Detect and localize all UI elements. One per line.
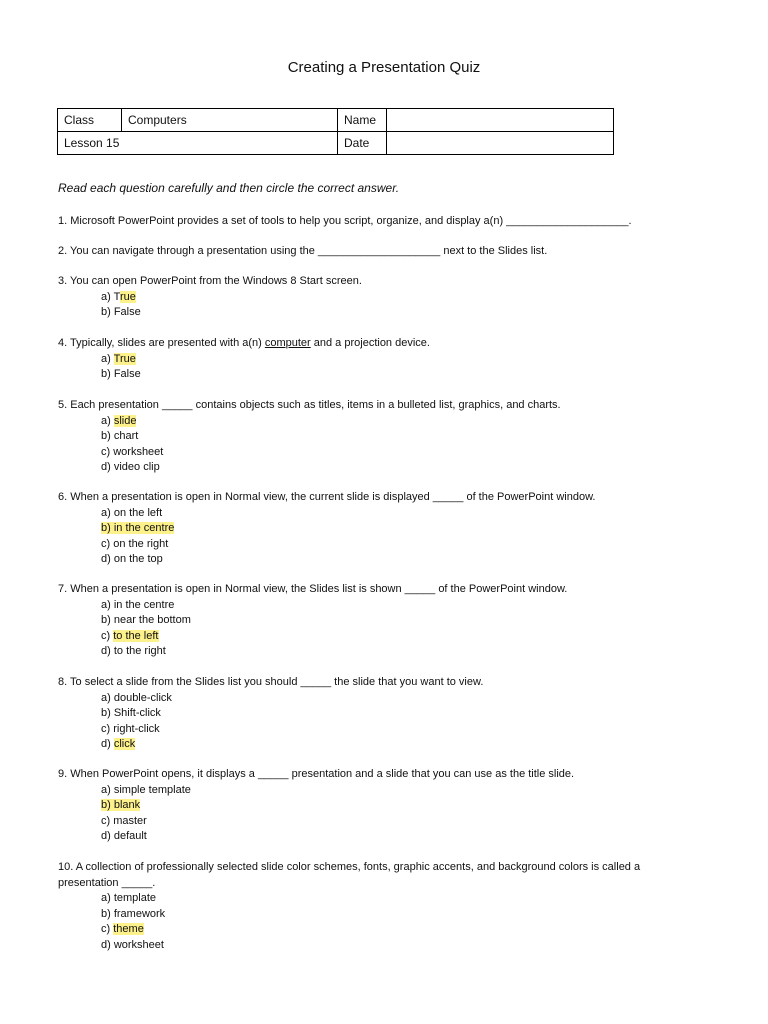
option-label: c)	[101, 923, 114, 935]
info-row-2	[58, 132, 614, 155]
lesson-label: Lesson 15	[58, 132, 338, 155]
question-text: 9. When PowerPoint opens, it displays a _____ presentation and a slide that you can use as the title slide.	[58, 768, 575, 780]
option-b[interactable]: b) False	[101, 306, 141, 318]
option-b[interactable]: b) near the bottom	[101, 614, 191, 626]
answer-highlight: to the left	[113, 629, 159, 642]
option-c[interactable]: c) worksheet	[101, 445, 164, 458]
option-d[interactable]: d) worksheet	[101, 938, 164, 951]
option-c[interactable]	[58, 922, 668, 938]
info-table	[57, 108, 614, 155]
option-a[interactable]	[58, 290, 698, 306]
option-a[interactable]: a) in the centre	[101, 598, 175, 611]
option-b[interactable]	[58, 521, 698, 537]
option-d[interactable]: d) video clip	[101, 461, 160, 473]
option-label: a)	[101, 352, 114, 365]
question-text: 6. When a presentation is open in Normal view, the current slide is displayed _____ of the PowerPoint window.	[58, 491, 596, 503]
question-6	[58, 490, 698, 568]
name-value-field[interactable]	[387, 109, 614, 132]
question-text-post: and a projection device.	[310, 337, 430, 349]
answer-highlight: theme	[113, 923, 144, 935]
question-text: 2. You can navigate through a presentation using the ____________________ next to the Slides list.	[58, 245, 548, 257]
option-d[interactable]	[58, 737, 698, 753]
question-9	[58, 767, 698, 845]
option-label: a)	[101, 414, 114, 427]
question-text	[58, 336, 698, 352]
option-c[interactable]: c) on the right	[101, 537, 169, 550]
answer-highlight: slide	[113, 414, 137, 427]
option-c[interactable]: c) right-click	[101, 722, 160, 735]
instructions: Read each question carefully and then circle the correct answer.	[58, 181, 400, 195]
question-text: 3. You can open PowerPoint from the Windows 8 Start screen.	[58, 275, 362, 287]
option-d[interactable]: d) default	[101, 830, 147, 842]
date-label: Date	[338, 132, 387, 155]
option-a[interactable]: a) simple template	[101, 783, 191, 796]
option-c[interactable]: c) master	[101, 814, 147, 827]
question-text: 5. Each presentation _____ contains objects such as titles, items in a bulleted list, graphics, and charts.	[58, 399, 561, 411]
option-b[interactable]	[58, 798, 698, 814]
option-a[interactable]: a) double-click	[101, 691, 172, 704]
answer-highlight: rue	[119, 290, 136, 303]
class-value: Computers	[122, 109, 338, 132]
option-d[interactable]: d) to the right	[101, 645, 166, 657]
class-label: Class	[58, 109, 122, 132]
option-b[interactable]: b) framework	[101, 907, 166, 920]
option-b[interactable]: b) False	[101, 368, 141, 380]
option-a[interactable]: a) on the left	[101, 506, 163, 519]
question-5	[58, 398, 698, 476]
answer-highlight: b) in the centre	[101, 522, 175, 534]
question-text: 8. To select a slide from the Slides list you should _____ the slide that you want to view.	[58, 676, 484, 688]
answer-highlight: True	[113, 352, 136, 365]
name-label: Name	[338, 109, 387, 132]
option-b[interactable]: b) chart	[101, 430, 139, 442]
option-label: d)	[101, 738, 114, 750]
question-2	[58, 244, 698, 260]
question-10	[58, 860, 668, 953]
option-label: a) T	[101, 290, 120, 303]
option-b[interactable]: b) Shift-click	[101, 707, 161, 719]
option-c[interactable]	[58, 629, 698, 645]
question-text-pre: 4. Typically, slides are presented with a(n)	[58, 337, 265, 349]
question-3	[58, 274, 698, 321]
question-4	[58, 336, 698, 383]
option-label: c)	[101, 629, 114, 642]
question-text: 7. When a presentation is open in Normal view, the Slides list is shown _____ of the PowerPoint window.	[58, 583, 568, 595]
answer-highlight: click	[113, 738, 136, 750]
page-title: Creating a Presentation Quiz	[287, 59, 481, 76]
info-row-1	[58, 109, 614, 132]
question-8	[58, 675, 698, 753]
option-d[interactable]: d) on the top	[101, 553, 163, 565]
question-text: 1. Microsoft PowerPoint provides a set of tools to help you script, organize, and display a(n) ____________________.	[58, 215, 632, 227]
question-7	[58, 582, 698, 660]
option-a[interactable]	[58, 414, 698, 430]
question-1	[58, 214, 698, 230]
underlined-word: computer	[264, 337, 311, 349]
answer-highlight: b) blank	[101, 799, 141, 811]
question-text: 10. A collection of professionally selected slide color schemes, fonts, graphic accents, and background colors is called a presentation _____.	[58, 861, 641, 889]
option-a[interactable]: a) template	[101, 892, 157, 904]
option-a[interactable]	[58, 352, 698, 368]
date-value-field[interactable]	[387, 132, 614, 155]
